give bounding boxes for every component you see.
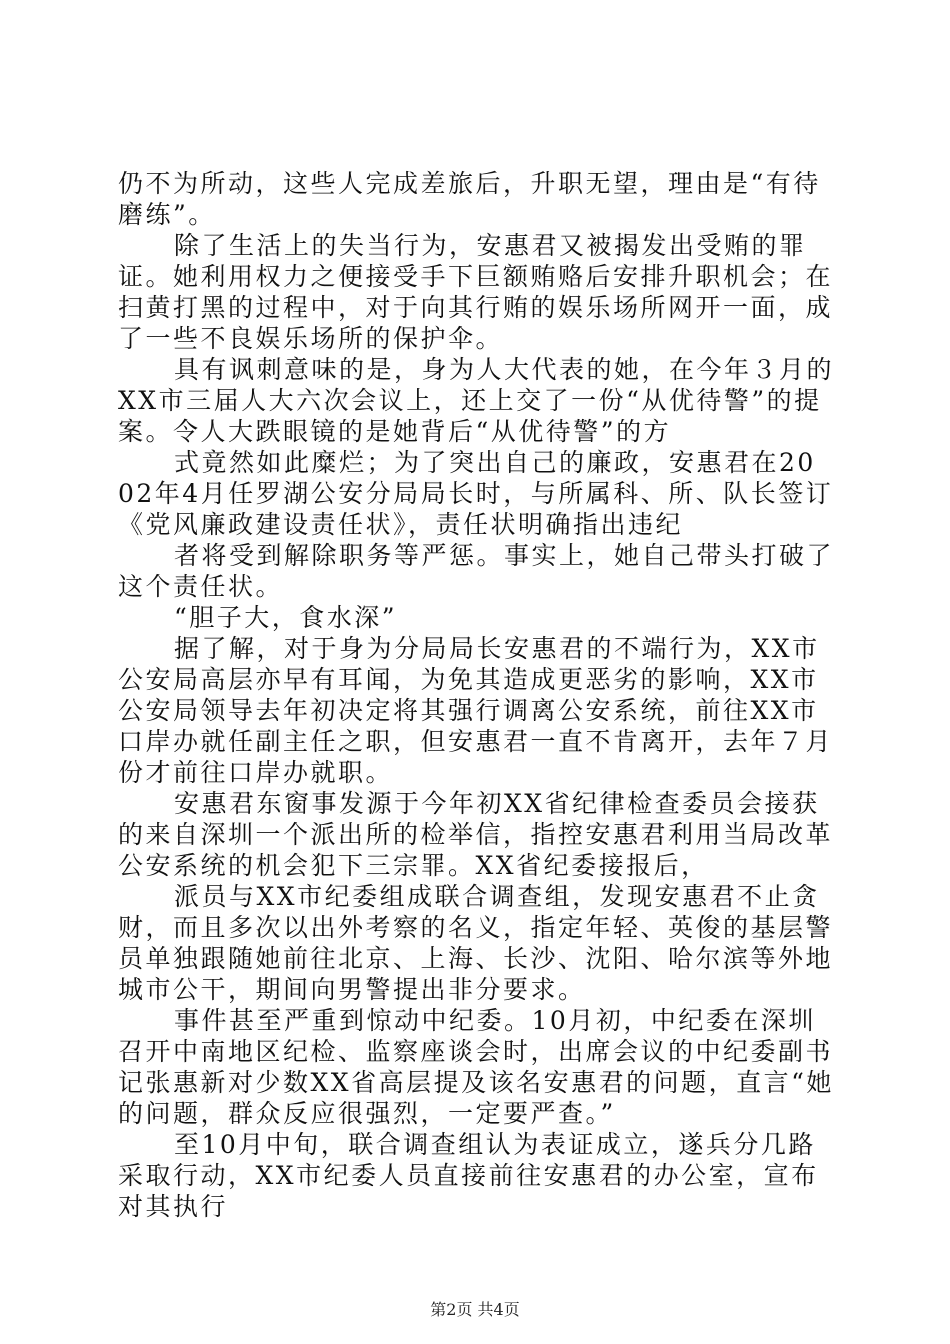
page-number-footer: 第2页 共4页 — [430, 1300, 520, 1319]
section-heading: “胆子大，食水深” — [174, 603, 398, 632]
paragraph-2: 除了生活上的失当行为，安惠君又被揭发出受贿的罪证。她利用权力之便接受手下巨额贿赂后安排升职机会；在扫黄打黑的过程中，对于向其行贿的娱乐场所网开一面，成了一些不良娱乐场所的保护伞。 — [118, 231, 834, 353]
document-body — [118, 168, 834, 1222]
paragraph-10: 事件甚至严重到惊动中纪委。10月初，中纪委在深圳召开中南地区纪检、监察座谈会时，出席会议的中纪委副书记张惠新对少数XX省高层提及该名安惠君的问题，直言“她的问题，群众反应很强烈，一定要严查。” — [118, 1006, 834, 1128]
paragraph-11: 至10月中旬，联合调查组认为表证成立，遂兵分几路采取行动，XX市纪委人员直接前往安惠君的办公室，宣布对其执行 — [118, 1130, 819, 1221]
paragraph-3: 具有讽刺意味的是，身为人大代表的她，在今年３月的XX市三届人大六次会议上，还上交了一份“从优待警”的提案。令人大跌眼镜的是她背后“从优待警”的方 — [118, 355, 835, 446]
paragraph-7: 据了解，对于身为分局局长安惠君的不端行为，XX市公安局高层亦早有耳闻，为免其造成更恶劣的影响，XX市公安局领导去年初决定将其强行调离公安系统，前往XX市口岸办就任副主任之职，但安惠君一直不肯离开，去年７月份才前往口岸办就职。 — [118, 634, 834, 787]
paragraph-8: 安惠君东窗事发源于今年初XX省纪律检查委员会接获的来自深圳一个派出所的检举信，指控安惠君利用当局改革公安系统的机会犯下三宗罪。XX省纪委接报后， — [118, 789, 834, 880]
paragraph-4: 式竟然如此糜烂；为了突出自己的廉政，安惠君在2002年4月任罗湖公安分局局长时，与所属科、所、队长签订《党风廉政建设责任状》，责任状明确指出违纪 — [118, 448, 834, 539]
paragraph-1: 仍不为所动，这些人完成差旅后，升职无望，理由是“有待磨练”。 — [118, 169, 821, 229]
paragraph-9: 派员与XX市纪委组成联合调查组，发现安惠君不止贪财，而且多次以出外考察的名义，指定年轻、英俊的基层警员单独跟随她前往北京、上海、长沙、沈阳、哈尔滨等外地城市公干，期间向男警提出非分要求。 — [118, 882, 834, 1004]
paragraph-5: 者将受到解除职务等严惩。事实上，她自己带头打破了这个责任状。 — [118, 541, 835, 601]
